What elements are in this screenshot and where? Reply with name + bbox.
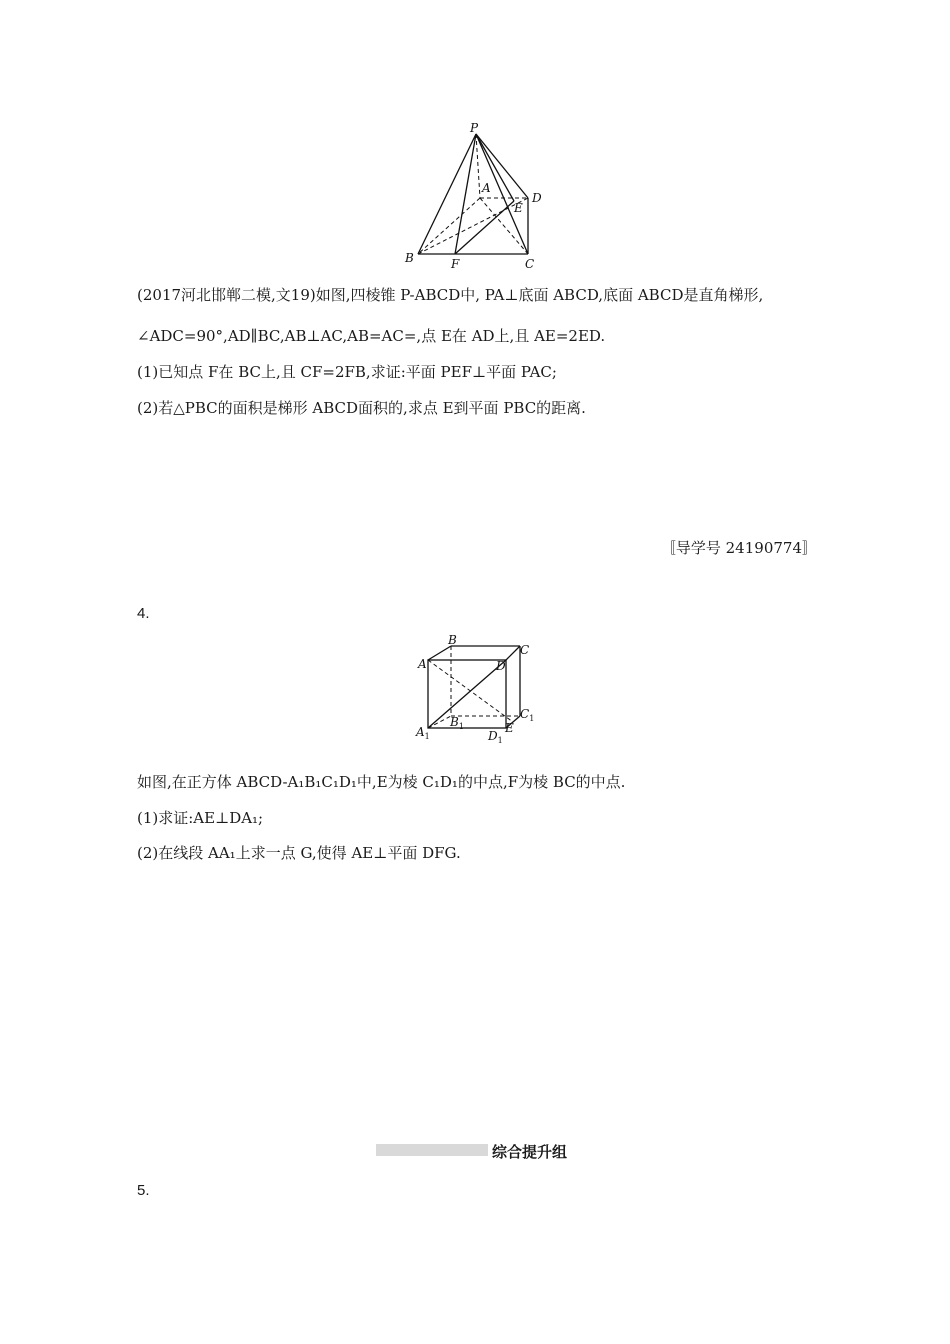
label-A1: $A_1$ xyxy=(416,725,430,741)
pyramid-figure xyxy=(400,120,550,275)
label-C: C xyxy=(520,643,530,657)
cube-figure xyxy=(408,632,548,744)
label-P: P xyxy=(470,121,479,135)
label-F: F xyxy=(451,257,460,271)
label-D: D xyxy=(496,659,506,673)
p3-line1: (2017河北邯郸二模,文19)如图,四棱锥 P-ABCD中, PA⊥底面 ABCD,底面 ABCD是直角梯形, xyxy=(137,286,764,304)
p4-line1: 如图,在正方体 ABCD-A₁B₁C₁D₁中,E为棱 C₁D₁的中点,F为棱 BC的中点. xyxy=(137,773,626,791)
label-D1: $D_1$ xyxy=(488,729,503,744)
label-D: D xyxy=(532,191,542,205)
problem-5-number: 5. xyxy=(137,1182,150,1199)
p3-line4: (2)若△PBC的面积是梯形 ABCD面积的,求点 E到平面 PBC的距离. xyxy=(137,399,586,417)
label-C1: $C_1$ xyxy=(520,707,535,723)
label-A: A xyxy=(418,657,427,671)
label-B: B xyxy=(405,251,414,265)
label-E: E xyxy=(505,721,514,735)
label-B1: $B_1$ xyxy=(450,715,464,731)
label-C: C xyxy=(525,257,535,271)
p3-line2: ∠ADC=90°,AD∥BC,AB⊥AC,AB=AC=,点 E在 AD上,且 AE=2ED. xyxy=(137,327,606,345)
p4-line3: (2)在线段 AA₁上求一点 G,使得 AE⊥平面 DFG. xyxy=(137,844,461,862)
problem-4-number: 4. xyxy=(137,605,150,622)
p4-line2: (1)求证:AE⊥DA₁; xyxy=(137,809,264,827)
section-bar xyxy=(376,1144,488,1156)
label-B: B xyxy=(448,633,457,647)
guide-number: 〚导学号 24190774〛 xyxy=(660,539,817,557)
section-title: 综合提升组 xyxy=(492,1143,568,1161)
label-E: E xyxy=(514,201,523,215)
p3-line3: (1)已知点 F在 BC上,且 CF=2FB,求证:平面 PEF⊥平面 PAC; xyxy=(137,363,557,381)
label-A: A xyxy=(482,181,491,195)
